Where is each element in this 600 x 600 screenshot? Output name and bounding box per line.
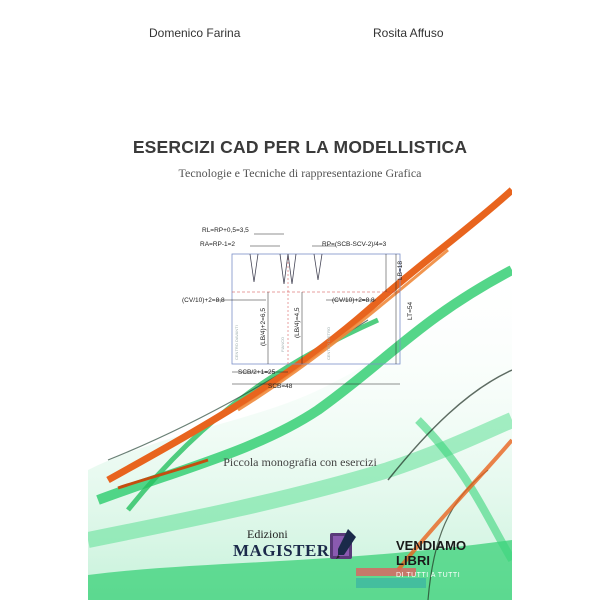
label-rp: RP=(SCB-SCV-2)/4=3	[322, 241, 387, 248]
label-ra: RA=RP-1=2	[200, 241, 236, 248]
book-cover	[88, 0, 512, 600]
author-name: Domenico Farina	[149, 26, 241, 40]
book-title: ESERCIZI CAD PER LA MODELLISTICA	[132, 137, 468, 157]
label-lb4-left: (LB/4)+2=6,5	[260, 308, 267, 346]
label-rl: RL=RP+0,5=3,5	[202, 227, 249, 234]
book-subtitle: Tecnologie e Tecniche di rappresentazione Grafica	[178, 166, 422, 180]
pen-icon	[324, 525, 364, 565]
label-scb: SCB=48	[268, 383, 293, 390]
publisher-line2: MAGISTER	[233, 541, 330, 560]
dart-left	[250, 254, 258, 282]
label-cv-left: (CV/10)+2=8,8	[182, 297, 225, 304]
badge-line1: VENDIAMO	[396, 538, 467, 553]
label-lb: LB=18	[397, 261, 404, 280]
author-name: Rosita Affuso	[373, 26, 444, 40]
sales-badge	[396, 538, 466, 583]
publisher-line1: Edizioni	[247, 527, 288, 541]
badge-line3: DI TUTTI A TUTTI	[396, 572, 461, 579]
label-fianco: FIANCO	[280, 336, 285, 352]
publisher-logo	[233, 527, 330, 563]
cad-drawing	[176, 220, 436, 395]
label-scb2: SCB/2+1=25	[238, 369, 276, 376]
label-lt: LT=54	[407, 301, 414, 320]
label-cv-right: (CV/10)+2=8,8	[332, 297, 375, 304]
label-centro-dietro: CENTRO DIETRO	[326, 326, 331, 360]
label-centro-davanti: CENTRO DAVANTI	[234, 325, 239, 360]
dart-right	[314, 254, 322, 280]
book-note: Piccola monografia con esercizi	[223, 455, 377, 469]
badge-line2: LIBRI	[396, 553, 430, 568]
pattern-outline	[232, 254, 400, 364]
label-lb4-right: (LB/4)=4,5	[294, 307, 301, 338]
